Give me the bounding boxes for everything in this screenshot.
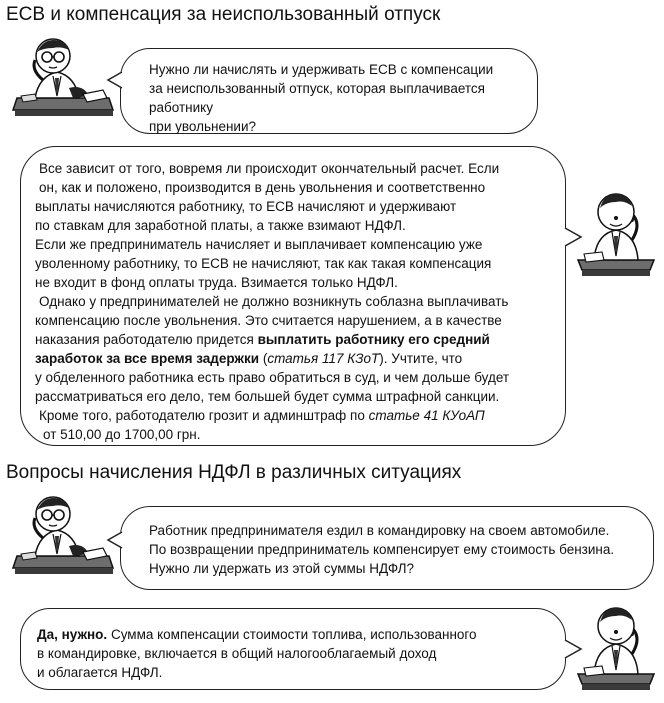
answer-text-line: Если же предприниматель начисляет и выплачивает компенсацию уже bbox=[35, 237, 483, 252]
emphasis-text: Да, нужно. bbox=[37, 627, 108, 642]
answer-text-line: в командировке, включается в общий налогооблагаемый доход bbox=[37, 646, 437, 661]
answerer-character-icon bbox=[576, 598, 656, 698]
answer-text-line: Кроме того, работодателю грозит и админштраф по статье 41 КУоАП bbox=[39, 408, 485, 423]
law-reference: статья 117 КЗоТ bbox=[267, 351, 380, 366]
answer-text-line: Однако у предпринимателей не должно возникнуть соблазна выплачивать bbox=[39, 294, 509, 309]
section-title-ndfl: Вопросы начисления НДФЛ в различных ситуациях bbox=[6, 462, 462, 483]
bubble-tail-icon bbox=[106, 530, 124, 550]
question-text-line: за неиспользованный отпуск, которая выплачивается работнику bbox=[149, 81, 485, 115]
answer-text-line: он, как и положено, производится в день увольнения и соответственно bbox=[39, 180, 486, 195]
question-text-line: Работник предпринимателя ездил в командировку на своем автомобиле. bbox=[149, 523, 610, 538]
answerer-character-icon bbox=[576, 184, 656, 284]
question-text-line: Нужно ли удержать из этой суммы НДФЛ? bbox=[149, 561, 415, 576]
question-bubble-esv bbox=[120, 48, 538, 134]
question-text-line: при увольнении? bbox=[149, 119, 257, 134]
section-title-esv: ЕСВ и компенсация за неиспользованный отпуск bbox=[6, 4, 441, 25]
answer-text-line: компенсацию после увольнения. Это считается нарушением, а в качестве bbox=[35, 313, 502, 328]
answer-text-line: Да, нужно. Сумма компенсации стоимости топлива, использованного bbox=[37, 627, 477, 642]
answer-text-line: наказания работодателю придется выплатить работнику его средний bbox=[35, 332, 490, 347]
emphasis-text: заработок за все время задержки bbox=[35, 351, 260, 366]
answer-bubble-esv bbox=[20, 146, 566, 446]
bubble-tail-icon bbox=[106, 70, 124, 90]
answer-text-line: и облагается НДФЛ. bbox=[37, 665, 163, 680]
answer-text-line: заработок за все время задержки (статья 117 КЗоТ). Учтите, что bbox=[35, 351, 463, 366]
question-text-line: Нужно ли начислять и удерживать ЕСВ с компенсации bbox=[149, 62, 494, 77]
answer-text-line: по ставкам для заработной платы, а также взимают НДФЛ. bbox=[35, 218, 406, 233]
answer-text-line: не входит в фонд оплаты труда. Взимается только НДФЛ. bbox=[35, 275, 398, 290]
question-text-line: По возвращении предприниматель компенсирует ему стоимость бензина. bbox=[149, 542, 615, 557]
law-reference: статье 41 КУоАП bbox=[368, 408, 485, 423]
question-bubble-ndfl bbox=[120, 506, 654, 590]
answer-bubble-ndfl bbox=[20, 608, 566, 690]
emphasis-text: выплатить работнику его средний bbox=[257, 332, 490, 347]
answer-text-line: рассматриваться его дело, тем большей будет сумма штрафной санкции. bbox=[35, 389, 500, 404]
answer-text-line: Все зависит от того, вовремя ли происходит окончательный расчет. Если bbox=[39, 161, 500, 176]
answer-text-line: выплаты начисляются работнику, то ЕСВ начисляют и удерживают bbox=[35, 199, 457, 214]
answer-text-line: от 510,00 до 1700,00 грн. bbox=[43, 427, 201, 442]
answer-text-line: уволенному работнику, то ЕСВ не начисляют, так как такая компенсация bbox=[35, 256, 492, 271]
answer-text-line: у обделенного работника есть право обратиться в суд, и чем дольше будет bbox=[35, 370, 510, 385]
